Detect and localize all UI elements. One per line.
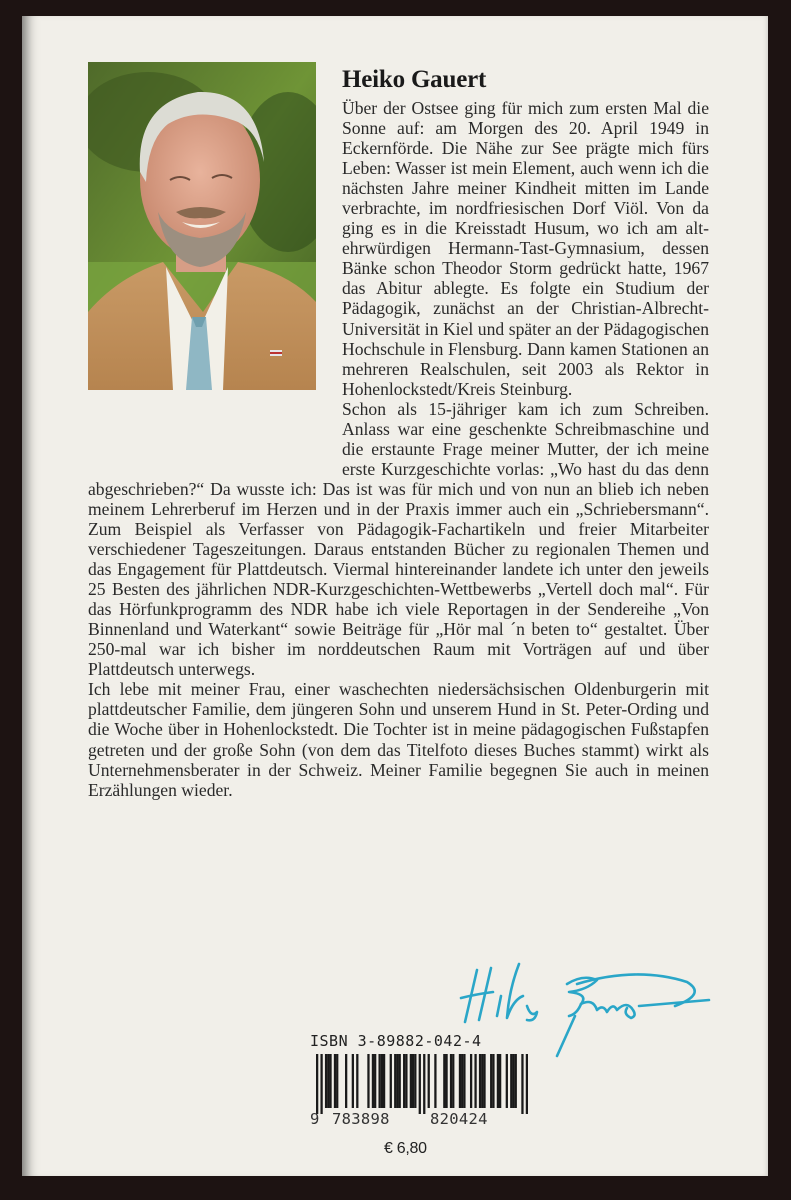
barcode-bar [405,1054,407,1108]
barcode-bar [481,1054,483,1108]
barcode-bar [329,1054,331,1108]
barcode-bar [352,1054,354,1108]
barcode-guard-bar [320,1054,322,1114]
book-back-cover [22,16,768,1176]
isbn-label: ISBN 3-89882-042-4 [310,1032,482,1050]
barcode-bar [381,1054,383,1108]
bio-paragraph-2: Schon als 15-jähriger kam ich zum Schreiben. Anlass war eine geschenkte Schreibmaschine und die erstaunte Frage meiner Mutter, der ich meine erste Kurzgeschichte vorlas: „Wo hast du das denn abgeschrieben?“ Da wusste ich: Das ist was für mich und von nun an blieb ich neben meinem Lehrerberuf im Herzen und in der Praxis immer auch ein „Schriebersmann“. Zum Beispiel als Verfasser von Pädagogik-Fachartikeln und freier Mitarbeiter verschiedener Tageszeitungen. Daraus entstanden Bücher zu regionalen Themen und das Engagement für Plattdeutsch. Viermal hintereinander landete ich unter den jeweils 25 Besten des jährlichen NDR-Kurzgeschichten-Wettbewerbs „Vertell doch mal“. Für das Hörfunkprogramm des NDR habe ich viele Reportagen in der Sendereihe „Von Binnenland und Waterkant“ sowie Beiträge für „Hör mal ´n beten to“ gestaltet. Über 250-mal war ich bisher im norddeutschen Raum mit Vorträgen auf und über Plattdeutsch unterwegs. [88,398,709,680]
barcode-bar [434,1054,436,1108]
barcode-bar [445,1054,447,1108]
barcode-bar [474,1054,476,1108]
bio-paragraph-3: Ich lebe mit meiner Frau, einer waschechten niedersächsischen Oldenburgerin mit plattdeutscher Familie, dem jüngeren Sohn und unserem Hund in St. Peter-Ording und die Woche über in Hohenlockstedt. Die Tochter ist in meine pädagogischen Fußstapfen getreten und der große Sohn (von dem das Titelfoto dieses Buches stammt) wirkt als Unternehmensberater in der Schweiz. Meiner Familie begegnen Sie auch in meinen Erzählungen wieder. [88,679,709,800]
barcode-bar [459,1054,461,1108]
barcode-bar [428,1054,430,1108]
barcode-guard-bar [521,1054,523,1114]
barcode-bar [450,1054,452,1108]
barcode-bar [334,1054,336,1108]
barcode-bar [396,1054,398,1108]
barcode-guard-bar [526,1054,528,1114]
barcode-bar [403,1054,405,1108]
barcode-bar [492,1054,494,1108]
barcode-bar [399,1054,401,1108]
author-biography [88,16,709,800]
barcode-bar [479,1054,481,1108]
barcode-guard-bar [419,1054,421,1114]
barcode-bar [512,1054,514,1108]
barcode-bar [490,1054,492,1108]
barcode-bar [325,1054,327,1108]
barcode-bar [470,1054,472,1108]
barcode-bar [372,1054,374,1108]
barcode-bar [443,1054,445,1108]
ean-left-group: 783898 [332,1110,390,1128]
barcode-bar [345,1054,347,1108]
ean-first-digit: 9 [310,1110,320,1128]
barcode-bar [506,1054,508,1108]
barcode-bar [414,1054,416,1108]
barcode-bar [452,1054,454,1108]
photo-wrap-spacer [88,98,342,465]
barcode-bar [394,1054,396,1108]
barcode-guard-bar [316,1054,318,1114]
bio-paragraph-1: Über der Ostsee ging für mich zum ersten Mal die Sonne auf: am Morgen des 20. April 1949 in Eckernförde. Die Nähe zur See prägte mich fürs Leben: Wasser ist mein Element, auch wenn ich die nächsten Jahre meiner Kindheit mitten im Lande verbrachte, im nordfriesischen Dorf Viöl. Von da ging es in die Kreisstadt Husum, wo ich am alt-ehrwürdigen Hermann-Tast-Gymnasium, dessen Bänke schon Theodor Storm gedrückt hatte, 1967 das Abitur ablegte. Es folgte ein Studium der Pädagogik, zunächst an der Christian-Albrecht-Universität in Kiel und später an der Pädagogischen Hochschule in Flensburg. Dann kamen Stationen an mehreren Realschulen, seit 2003 als Rektor in Hohenlockstedt/Kreis Steinburg. [342,98,709,399]
barcode-bar [378,1054,380,1108]
barcode-bar [497,1054,499,1108]
ean-right-group: 820424 [430,1110,488,1128]
barcode-guard-bar [423,1054,425,1114]
ean-barcode [316,1054,528,1114]
barcode-bar [374,1054,376,1108]
author-signature [457,960,717,1060]
barcode-bar [327,1054,329,1108]
barcode-bar [412,1054,414,1108]
bio-top-spacing [88,16,709,98]
barcode-bar [461,1054,463,1108]
barcode-bar [510,1054,512,1108]
barcode-bar [483,1054,485,1108]
barcode-bar [383,1054,385,1108]
author-name: Heiko Gauert [342,66,487,93]
barcode-bar [499,1054,501,1108]
price-label: € 6,80 [384,1140,427,1157]
barcode-bar [367,1054,369,1108]
barcode-bar [410,1054,412,1108]
barcode-bar [336,1054,338,1108]
barcode-bar [515,1054,517,1108]
ean-digits [310,1110,524,1128]
barcode-bar [390,1054,392,1108]
barcode-bar [356,1054,358,1108]
barcode-bar [463,1054,465,1108]
